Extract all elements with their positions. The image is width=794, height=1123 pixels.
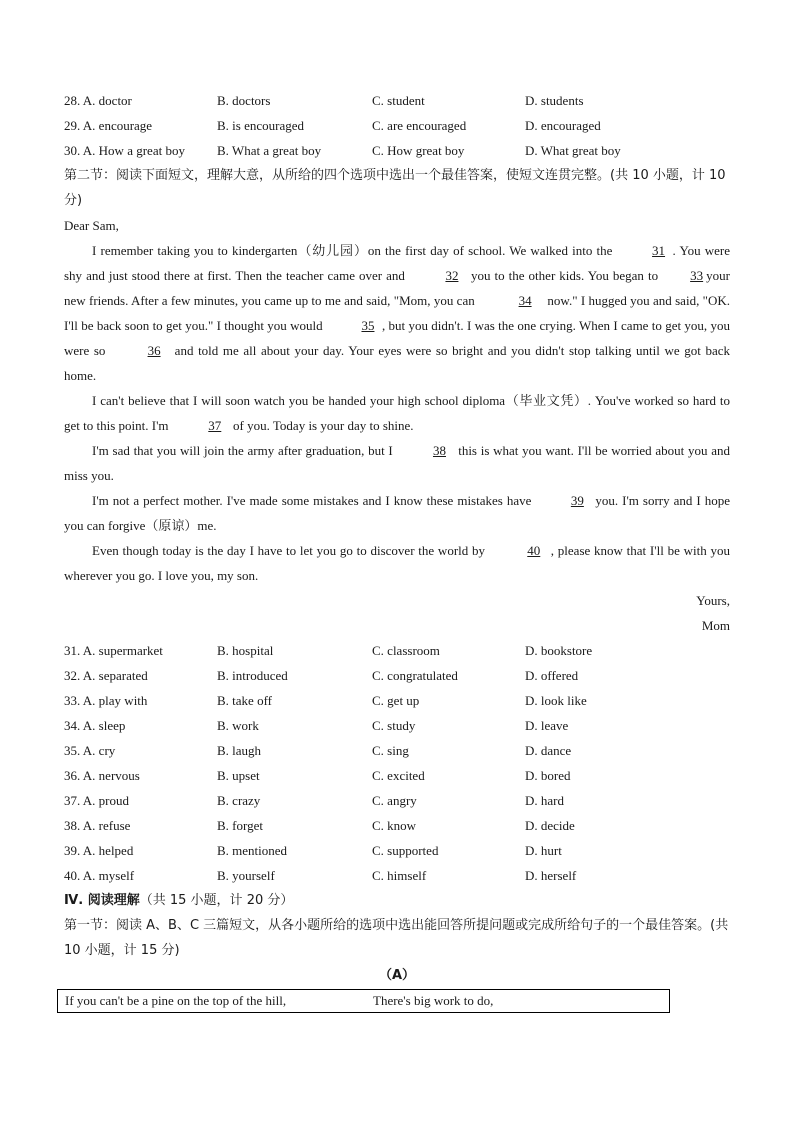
option-c: C. congratulated xyxy=(372,668,458,683)
letter xyxy=(64,213,730,638)
option-d: D. encouraged xyxy=(525,118,601,133)
option-d: D. bored xyxy=(525,768,571,783)
option-row-38 xyxy=(64,813,730,838)
option-b: B. crazy xyxy=(217,793,261,808)
option-d: D. offered xyxy=(525,668,579,683)
option-c: C. excited xyxy=(372,768,425,783)
option-row-31 xyxy=(64,638,730,663)
option-a: 32. A. separated xyxy=(64,668,148,683)
text: you. I'm sorry and I hope you can forgive（原谅）me. xyxy=(64,493,730,533)
option-b: B. work xyxy=(217,718,259,733)
letter-paragraph-1 xyxy=(64,238,730,388)
text: I can't believe that I will soon watch you be handed your high school diploma（毕业文凭）. You've worked so hard to get to this point. I'm xyxy=(64,393,730,433)
option-row-29 xyxy=(64,113,730,138)
text: now." I hugged you and said, "OK. I'll be back soon to get you." I thought you would xyxy=(64,293,730,333)
option-b: B. is encouraged xyxy=(217,118,305,133)
option-c: C. How great boy xyxy=(372,143,465,158)
option-d: D. leave xyxy=(525,718,569,733)
text: . You were shy and just stood there at first. Then the teacher came over and xyxy=(64,243,730,283)
text: your new friends. After a few minutes, you came up to me and said, "Mom, you can xyxy=(64,268,730,308)
part4-title: Ⅳ. 阅读理解 xyxy=(64,893,140,908)
option-a: 35. A. cry xyxy=(64,743,116,758)
blank-39: 39 xyxy=(570,493,584,508)
letter-signature: Mom xyxy=(701,618,730,633)
option-row-28 xyxy=(64,88,730,113)
option-c: C. himself xyxy=(372,868,427,883)
poem-line-right: There's big work to do, xyxy=(373,993,494,1008)
option-row-39 xyxy=(64,838,730,863)
option-b: B. forget xyxy=(217,818,263,833)
option-b: B. introduced xyxy=(217,668,288,683)
section1-instructions: 第一节：阅读 A、B、C 三篇短文，从各小题所给的选项中选出能回答所提问题或完成所给句子的一个最佳答案。(共 10 小题，计 15 分) xyxy=(64,918,729,958)
text: I'm sad that you will join the army after graduation, but I xyxy=(92,443,397,458)
option-c: C. are encouraged xyxy=(372,118,467,133)
options-group-28-30 xyxy=(64,88,730,163)
option-a: 39. A. helped xyxy=(64,843,134,858)
text: this is what you want. I'll be worried about you and miss you. xyxy=(64,443,730,483)
letter-closing: Yours, xyxy=(696,593,730,608)
option-row-35 xyxy=(64,738,730,763)
option-row-32 xyxy=(64,663,730,688)
option-a: 31. A. supermarket xyxy=(64,643,163,658)
poem-line-left: If you can't be a pine on the top of the hill, xyxy=(65,993,287,1008)
text: I remember taking you to kindergarten（幼儿园）on the first day of school. We walked into the xyxy=(92,243,617,258)
blank-35: 35 xyxy=(361,318,375,333)
option-c: C. student xyxy=(372,93,425,108)
passage-a-title: （A） xyxy=(378,968,416,983)
option-c: C. sing xyxy=(372,743,409,758)
option-a: 33. A. play with xyxy=(64,693,148,708)
option-a: 30. A. How a great boy xyxy=(64,143,185,158)
option-c: C. study xyxy=(372,718,416,733)
option-b: B. hospital xyxy=(217,643,274,658)
text: of you. Today is your day to shine. xyxy=(229,418,414,433)
option-a: 37. A. proud xyxy=(64,793,129,808)
option-d: D. What great boy xyxy=(525,143,621,158)
option-a: 40. A. myself xyxy=(64,868,135,883)
blank-38: 38 xyxy=(432,443,446,458)
option-a: 36. A. nervous xyxy=(64,768,140,783)
option-d: D. decide xyxy=(525,818,575,833)
option-b: B. yourself xyxy=(217,868,275,883)
option-c: C. classroom xyxy=(372,643,440,658)
text: , please know that I'll be with you wherever you go. I love you, my son. xyxy=(64,543,730,583)
option-d: D. look like xyxy=(525,693,587,708)
blank-37: 37 xyxy=(208,418,222,433)
part4-subtitle: （共 15 小题，计 20 分） xyxy=(139,893,294,908)
text: I'm not a perfect mother. I've made some mistakes and I know these mistakes have xyxy=(92,493,536,508)
option-row-34 xyxy=(64,713,730,738)
option-d: D. hurt xyxy=(525,843,562,858)
option-d: D. herself xyxy=(525,868,577,883)
exam-page xyxy=(64,88,730,1013)
option-d: D. students xyxy=(525,93,584,108)
letter-paragraph-3 xyxy=(64,438,730,488)
blank-32: 32 xyxy=(445,268,459,283)
option-c: C. supported xyxy=(372,843,439,858)
blank-34: 34 xyxy=(518,293,532,308)
blank-40: 40 xyxy=(527,543,541,558)
option-row-37 xyxy=(64,788,730,813)
option-b: B. upset xyxy=(217,768,260,783)
option-b: B. take off xyxy=(217,693,272,708)
option-row-33 xyxy=(64,688,730,713)
option-c: C. get up xyxy=(372,693,420,708)
option-c: C. angry xyxy=(372,793,417,808)
option-a: 34. A. sleep xyxy=(64,718,126,733)
option-row-40 xyxy=(64,863,730,888)
options-group-31-40 xyxy=(64,638,730,888)
option-d: D. hard xyxy=(525,793,564,808)
option-d: D. bookstore xyxy=(525,643,593,658)
option-a: 29. A. encourage xyxy=(64,118,153,133)
option-b: B. What a great boy xyxy=(217,143,322,158)
blank-36: 36 xyxy=(147,343,161,358)
option-b: B. doctors xyxy=(217,93,271,108)
part4-heading xyxy=(64,888,730,913)
text: you to the other kids. You began to xyxy=(466,268,663,283)
poem-box xyxy=(57,989,670,1013)
option-c: C. know xyxy=(372,818,417,833)
option-a: 28. A. doctor xyxy=(64,93,132,108)
section2-instructions: 第二节：阅读下面短文，理解大意，从所给的四个选项中选出一个最佳答案，使短文连贯完整。(共 10 小题，计 10 分) xyxy=(64,168,726,208)
letter-greeting: Dear Sam, xyxy=(64,218,119,233)
option-b: B. laugh xyxy=(217,743,262,758)
blank-31: 31 xyxy=(652,243,666,258)
option-d: D. dance xyxy=(525,743,572,758)
letter-paragraph-4 xyxy=(64,488,730,538)
option-a: 38. A. refuse xyxy=(64,818,131,833)
option-b: B. mentioned xyxy=(217,843,288,858)
option-row-36 xyxy=(64,763,730,788)
text: Even though today is the day I have to let you go to discover the world by xyxy=(92,543,489,558)
option-row-30 xyxy=(64,138,730,163)
text: , but you didn't. I was the one crying. When I came to get you, you were so xyxy=(64,318,731,358)
letter-paragraph-2 xyxy=(64,388,730,438)
text: and told me all about your day. Your eyes were so bright and you didn't stop talking until we got back home. xyxy=(64,343,730,383)
letter-paragraph-5 xyxy=(64,538,730,588)
blank-33: 33 xyxy=(690,268,704,283)
